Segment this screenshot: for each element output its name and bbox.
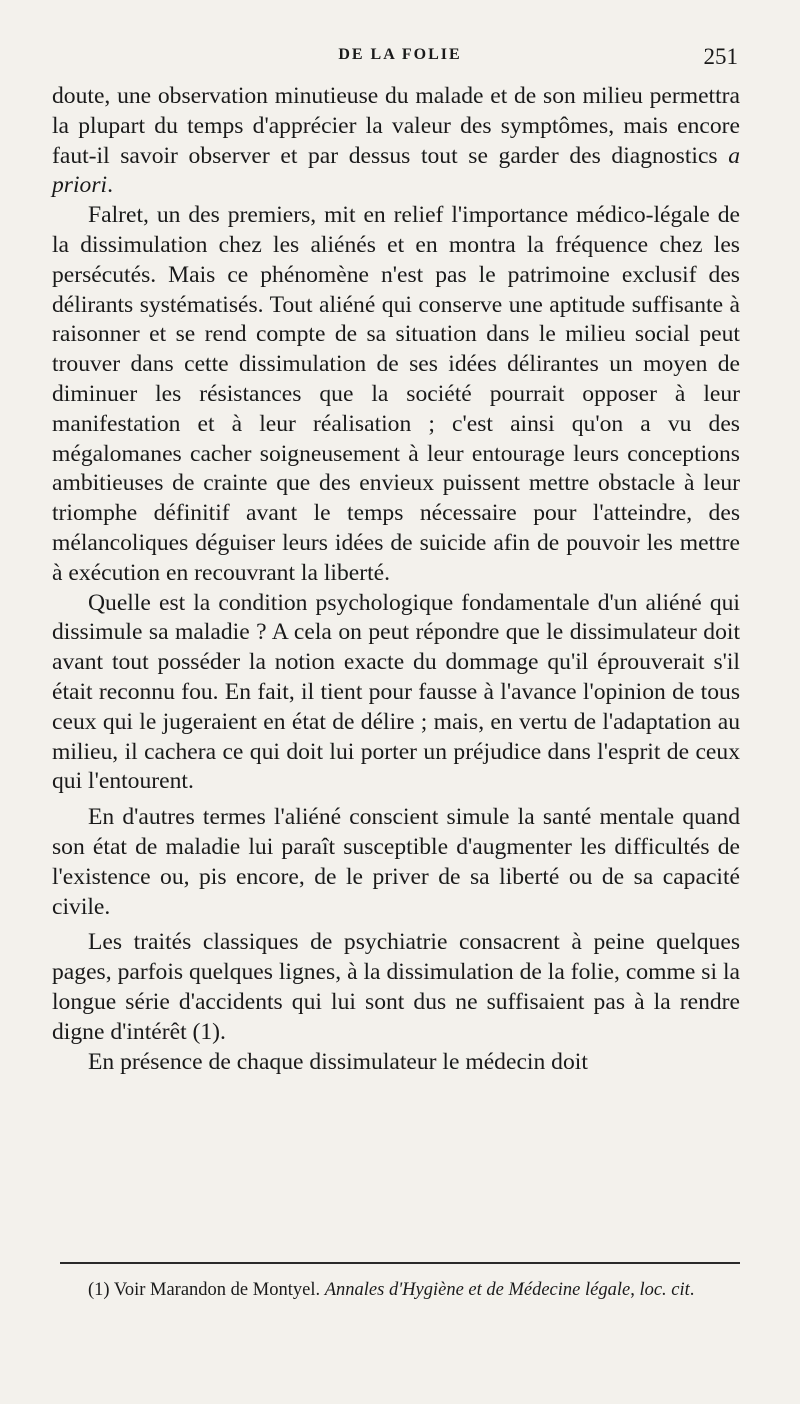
footnote-text-c: . [689,1280,695,1300]
paragraph-6: En présence de chaque dissimulateur le médecin doit [88,1048,588,1075]
footnote-italic-b: loc. cit [639,1280,690,1300]
paragraph-1-text-a: doute, une observation minutieuse du malade et de son milieu permettra la plupart du temps d'apprécier la valeur des symptômes, mais encore faut-il savoir observer et par dessus tout se garder des diagnostics [52,83,740,169]
paragraph-4: En d'autres termes l'aliéné conscient simule la santé mentale quand son état de maladie lui paraît susceptible d'augmenter les difficultés de l'existence ou, pis encore, de le priver de sa liberté ou de sa capacité civile. [52,804,740,920]
footnote-marker: (1) [88,1280,110,1300]
running-title: DE LA FOLIE [338,46,462,63]
page-header [0,44,800,74]
footnote [52,1278,740,1302]
footnote-text-b: , [630,1280,640,1300]
paragraph-1 [52,82,740,201]
footnote-text-a: Voir Marandon de Montyel. [113,1280,325,1300]
paragraph-2: Falret, un des premiers, mit en relief l'importance médico-légale de la dissimulation chez les aliénés et en montra la fréquence chez les persécutés. Mais ce phénomène n'est pas le patrimoine exclusif des délirants systématisés. Tout aliéné qui conserve une aptitude suffisante à raisonner et se rend compte de sa situation dans le milieu social peut trouver dans cette dissimulation de ses idées délirantes un moyen de diminuer les résistances que la société pourrait opposer à leur manifestation et à leur réalisation ; c'est ainsi qu'on a vu des mégalomanes cacher soigneusement à leur entourage leurs conceptions ambitieuses de crainte que des envieux puissent mettre obstacle à leur triomphe définitif avant le temps nécessaire pour l'atteindre, des mélancoliques déguiser leurs idées de suicide afin de pouvoir les mettre à exécution en recouvrant la liberté. [52,202,740,586]
paragraph-1-italic: a priori [52,142,740,199]
footnote-rule [60,1262,740,1264]
paragraph-5: Les traités classiques de psychiatrie consacrent à peine quelques pages, parfois quelques lignes, à la dissimulation de la folie, comme si la longue série d'accidents qui lui sont dus ne suffisaient pas à la rendre digne d'intérêt (1). [52,929,740,1045]
page-number: 251 [703,44,738,69]
paragraph-3: Quelle est la condition psychologique fondamentale d'un aliéné qui dissimule sa maladie ? A cela on peut répondre que le dissimulateur doit avant tout posséder la notion exacte du dommage qu'il éprouverait s'il était reconnu fou. En fait, il tient pour fausse à l'avance l'opinion de tous ceux qui le jugeraient en état de délire ; mais, en vertu de l'adaptation au milieu, il cachera ce qui doit lui porter un préjudice dans l'esprit de ceux qui l'entourent. [52,589,740,795]
footnote-italic-a: Annales d'Hygiène et de Médecine légale [324,1280,631,1300]
body-text [52,82,740,1077]
paragraph-1-text-b: . [107,172,113,199]
